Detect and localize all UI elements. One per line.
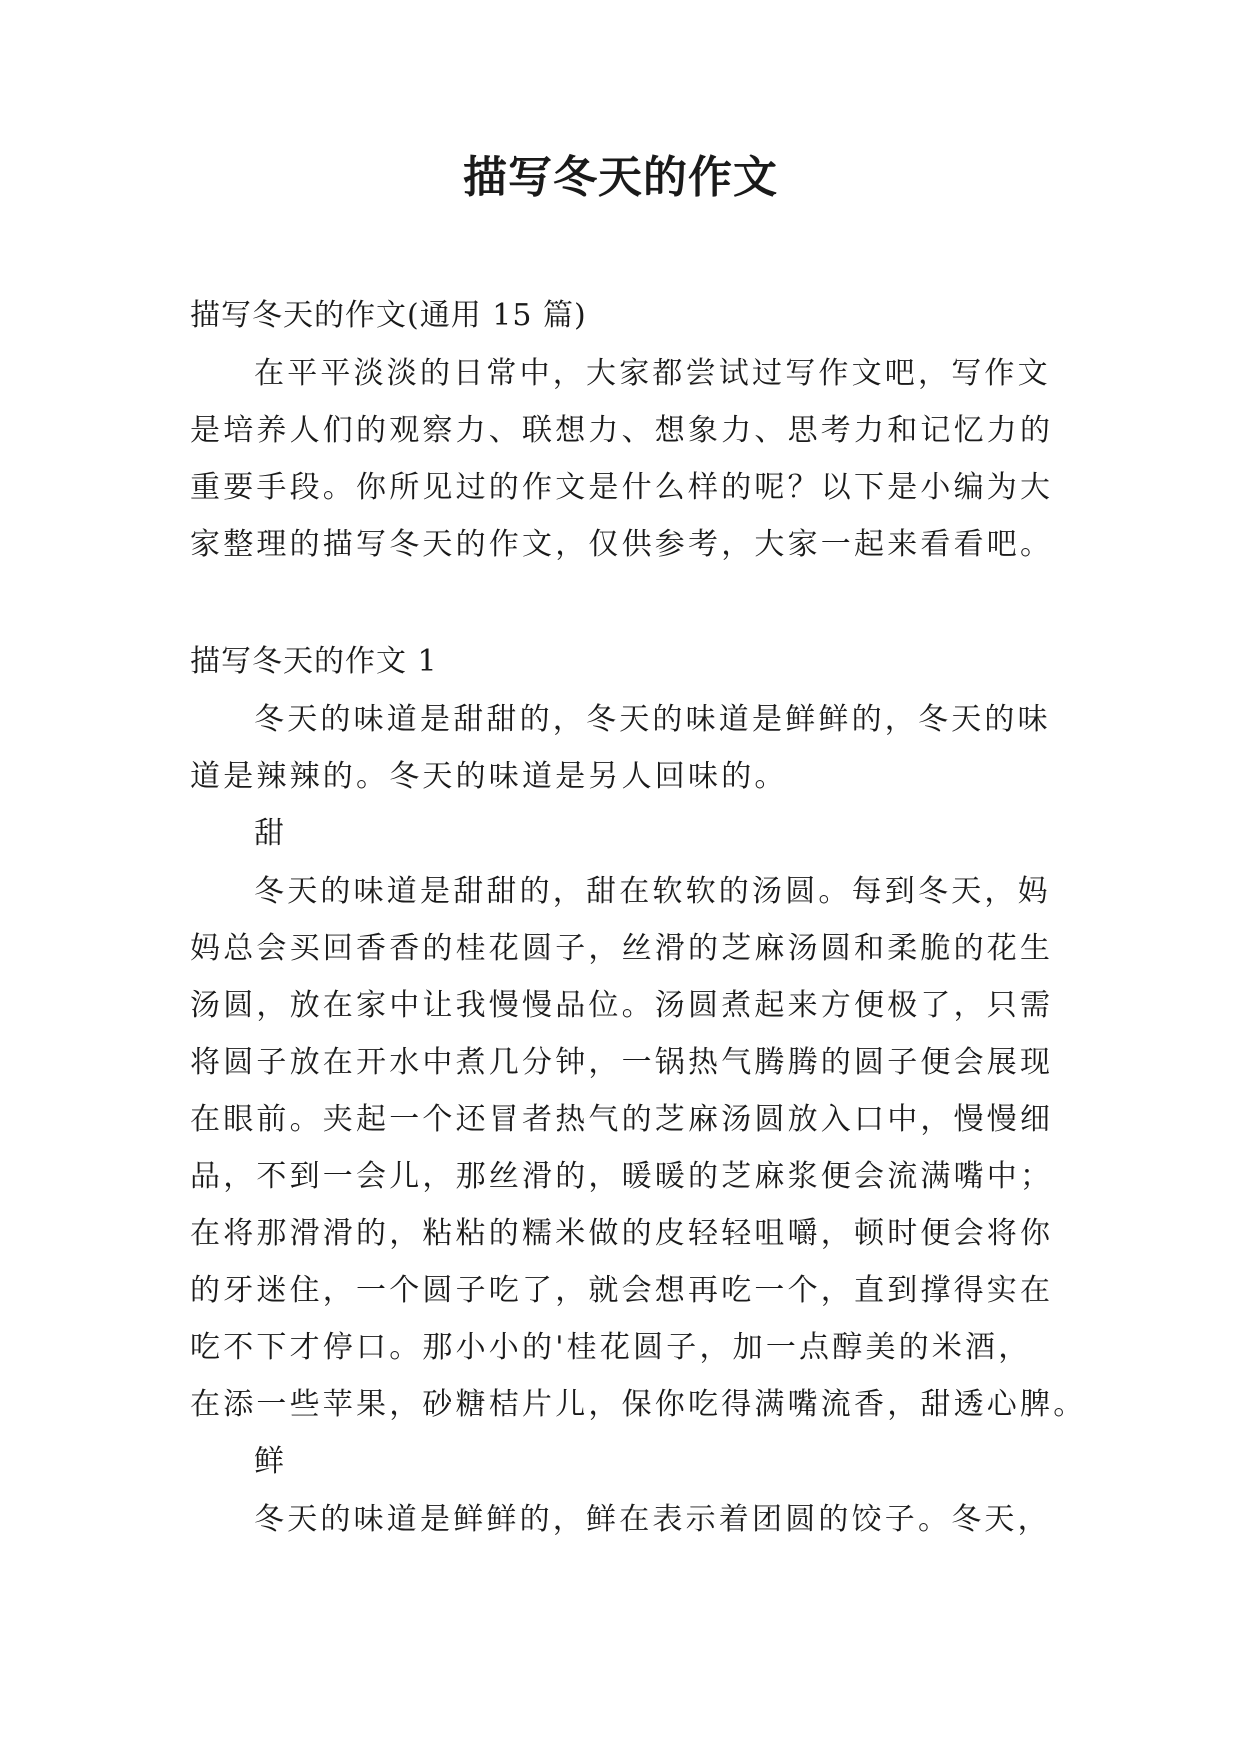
essay-heading: 描写冬天的作文 1: [190, 644, 438, 679]
paragraph-line: 品，不到一会儿，那丝滑的，暖暖的芝麻浆便会流满嘴中；: [190, 1159, 1054, 1194]
paragraph-line: 将圆子放在开水中煮几分钟，一锅热气腾腾的圆子便会展现: [190, 1045, 1054, 1080]
paragraph-line: 道是辣辣的。冬天的味道是另人回味的。: [190, 759, 788, 794]
paragraph-line: 重要手段。你所见过的作文是什么样的呢？以下是小编为大: [190, 470, 1054, 505]
paragraph-line: 妈总会买回香香的桂花圆子，丝滑的芝麻汤圆和柔脆的花生: [190, 931, 1054, 966]
paragraph-line: 在平平淡淡的日常中，大家都尝试过写作文吧，写作文: [254, 356, 1051, 391]
section-label-sweet: 甜: [254, 816, 288, 851]
paragraph-line: 吃不下才停口。那小小的'桂花圆子，加一点醇美的米酒，: [190, 1330, 1032, 1365]
paragraph-line: 在眼前。夹起一个还冒者热气的芝麻汤圆放入口中，慢慢细: [190, 1102, 1054, 1137]
paragraph-line: 家整理的描写冬天的作文，仅供参考，大家一起来看看吧。: [190, 527, 1054, 562]
paragraph-line: 冬天的味道是鲜鲜的，鲜在表示着团圆的饺子。冬天，: [254, 1502, 1051, 1537]
paragraph-line: 在添一些苹果，砂糖桔片儿，保你吃得满嘴流香，甜透心脾。: [190, 1387, 1087, 1422]
paragraph-line: 冬天的味道是甜甜的，冬天的味道是鲜鲜的，冬天的味: [254, 702, 1051, 737]
section-label-fresh: 鲜: [254, 1444, 288, 1479]
paragraph-line: 是培养人们的观察力、联想力、想象力、思考力和记忆力的: [190, 413, 1054, 448]
document-subtitle: 描写冬天的作文(通用 15 篇): [190, 298, 587, 333]
paragraph-line: 汤圆，放在家中让我慢慢品位。汤圆煮起来方便极了，只需: [190, 988, 1054, 1023]
document-title: 描写冬天的作文: [463, 152, 778, 203]
paragraph-line: 的牙迷住，一个圆子吃了，就会想再吃一个，直到撑得实在: [190, 1273, 1054, 1308]
paragraph-line: 冬天的味道是甜甜的，甜在软软的汤圆。每到冬天，妈: [254, 874, 1051, 909]
paragraph-line: 在将那滑滑的，粘粘的糯米做的皮轻轻咀嚼，顿时便会将你: [190, 1216, 1054, 1251]
